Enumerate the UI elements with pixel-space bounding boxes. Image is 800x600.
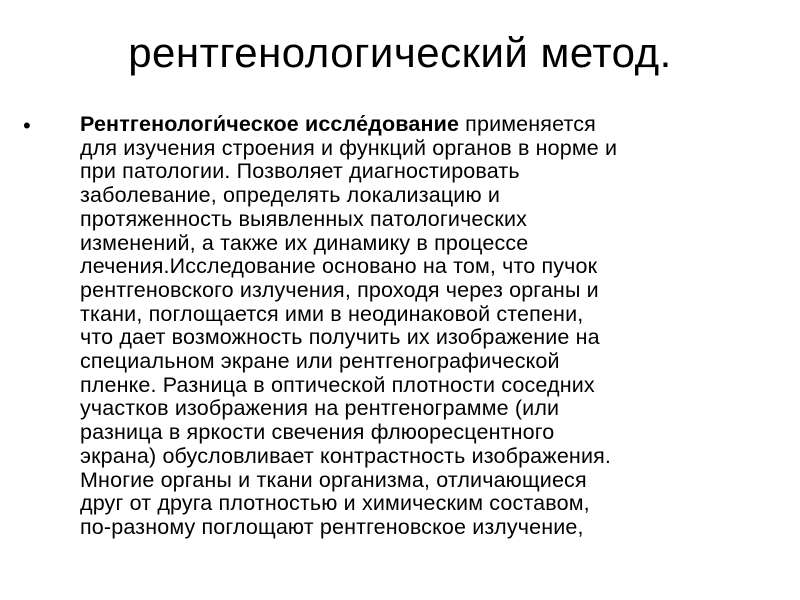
body-line: протяженность выявленных патологических (80, 206, 527, 231)
body-line: лечения.Исследование основано на том, что пучок (80, 254, 598, 279)
body-line: ткани, поглощается ими в неодинаковой степени, (80, 301, 584, 326)
body-line: пленке. Разница в оптической плотности соседних (80, 372, 595, 397)
body-line: Многие органы и ткани организма, отличающиеся (80, 467, 587, 492)
body-line: рентгеновского излучения, проходя через органы и (80, 277, 599, 302)
body-line: изменений, а также их динамику в процессе (80, 230, 529, 255)
bullet-item (23, 112, 760, 540)
body-line: для изучения строения и функций органов в норме и (80, 135, 618, 160)
body-line: заболевание, определять локализацию и (80, 183, 501, 208)
first-line-rest: применяется (459, 112, 596, 136)
body-line: друг от друга плотностью и химическим составом, (80, 491, 590, 516)
term-heading: Рентгенологи́ческое иссле́дование (80, 112, 460, 136)
slide-title: рентгенологический метод. (128, 29, 672, 76)
body-line: при патологии. Позволяет диагностировать (80, 159, 520, 184)
bullet-dot: • (23, 113, 31, 138)
body-line: участков изображения на рентгенограмме (или (80, 396, 560, 421)
body-line: экрана) обусловливает контрастность изображения. (80, 443, 612, 468)
body-line-0 (80, 113, 760, 137)
body-line: что дает возможность получить их изображение на (80, 325, 600, 350)
body-line: по-разному поглощают рентгеновское излучение, (80, 514, 584, 539)
body-line: специальном экране или рентгенографической (80, 349, 560, 374)
body-line: разница в яркости свечения флюоресцентного (80, 420, 555, 445)
